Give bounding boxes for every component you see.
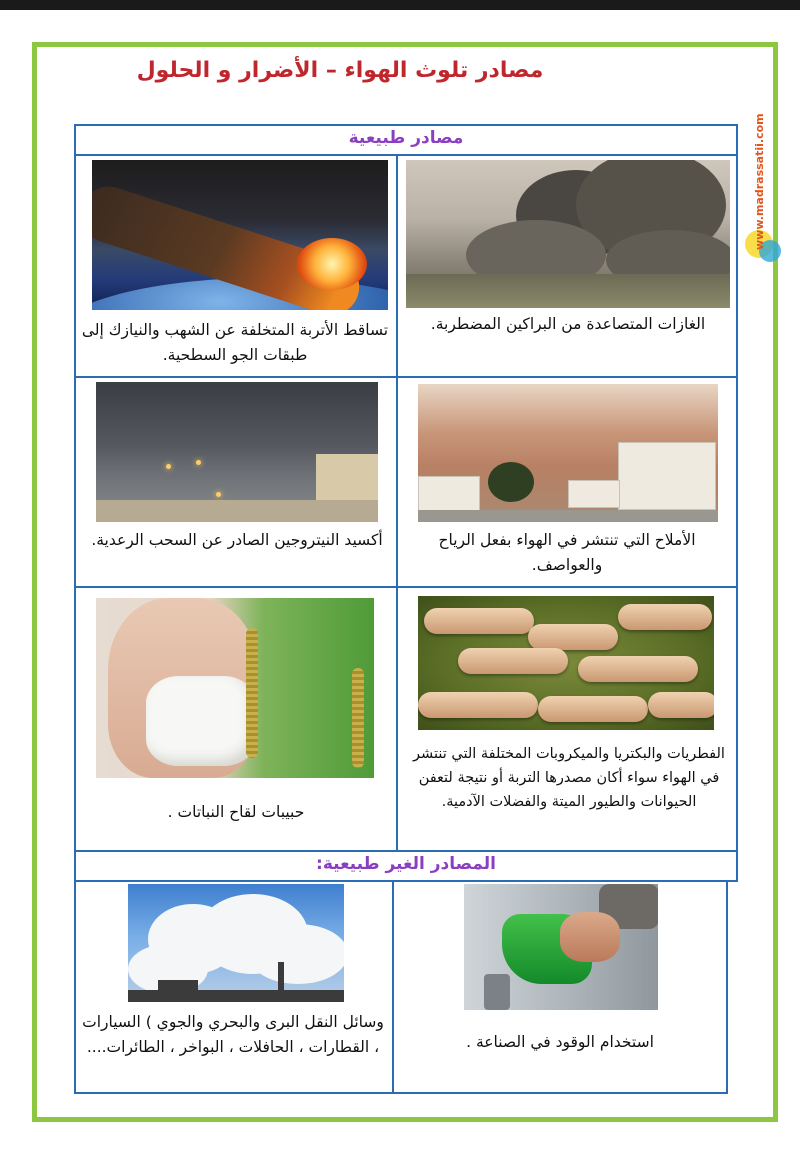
storm-clouds-caption: أكسيد النيتروجين الصادر عن السحب الرعدية.	[91, 531, 383, 549]
natural-sources-heading: مصادر طبيعية	[74, 124, 738, 156]
factory-smoke-photo	[128, 884, 344, 1002]
page-title: مصادر تلوث الهواء – الأضرار و الحلول	[136, 58, 544, 83]
storm-clouds-photo	[96, 382, 378, 522]
fuel-caption: استخدام الوقود في الصناعة .	[466, 1033, 654, 1051]
pollen-caption: حبيبات لقاح النباتات .	[167, 803, 305, 821]
watermark-text: www.madrassatii.com	[753, 113, 766, 250]
fuel-nozzle-photo	[464, 884, 658, 1010]
volcano-caption: الغازات المتصاعدة من البراكين المضطربة.	[430, 315, 706, 333]
row-divider	[76, 586, 736, 588]
sandstorm-photo	[418, 384, 718, 522]
column-divider	[392, 882, 394, 1092]
meteor-caption: تساقط الأتربة المتخلفة عن الشهب والنيازك إلى طبقات الجو السطحية.	[81, 321, 389, 364]
bacteria-photo	[418, 596, 714, 730]
bacteria-caption: الفطريات والبكتريا والميكروبات المختلفة التي تنتشر في الهواء سواء أكان مصدرها التربة أو نتيجة لتعفن الحيوانات والطيور الميتة والفضلات الآدمية.	[413, 746, 725, 810]
row-divider	[76, 376, 736, 378]
top-bar	[0, 0, 800, 10]
volcano-photo	[406, 160, 730, 308]
site-watermark	[745, 70, 785, 260]
sandstorm-caption: الأملاح التي تنتشر في الهواء بفعل الرياح والعواصف.	[438, 531, 696, 574]
non-natural-sources-heading: المصادر الغير طبيعية:	[74, 850, 738, 882]
meteor-photo	[92, 160, 388, 310]
transport-caption: وسائل النقل البرى والبحري والجوي ) السيارات ، القطارات ، الحافلات ، البواخر ، الطائرات....	[82, 1013, 384, 1056]
column-divider	[396, 156, 398, 850]
pollen-photo	[96, 598, 374, 778]
